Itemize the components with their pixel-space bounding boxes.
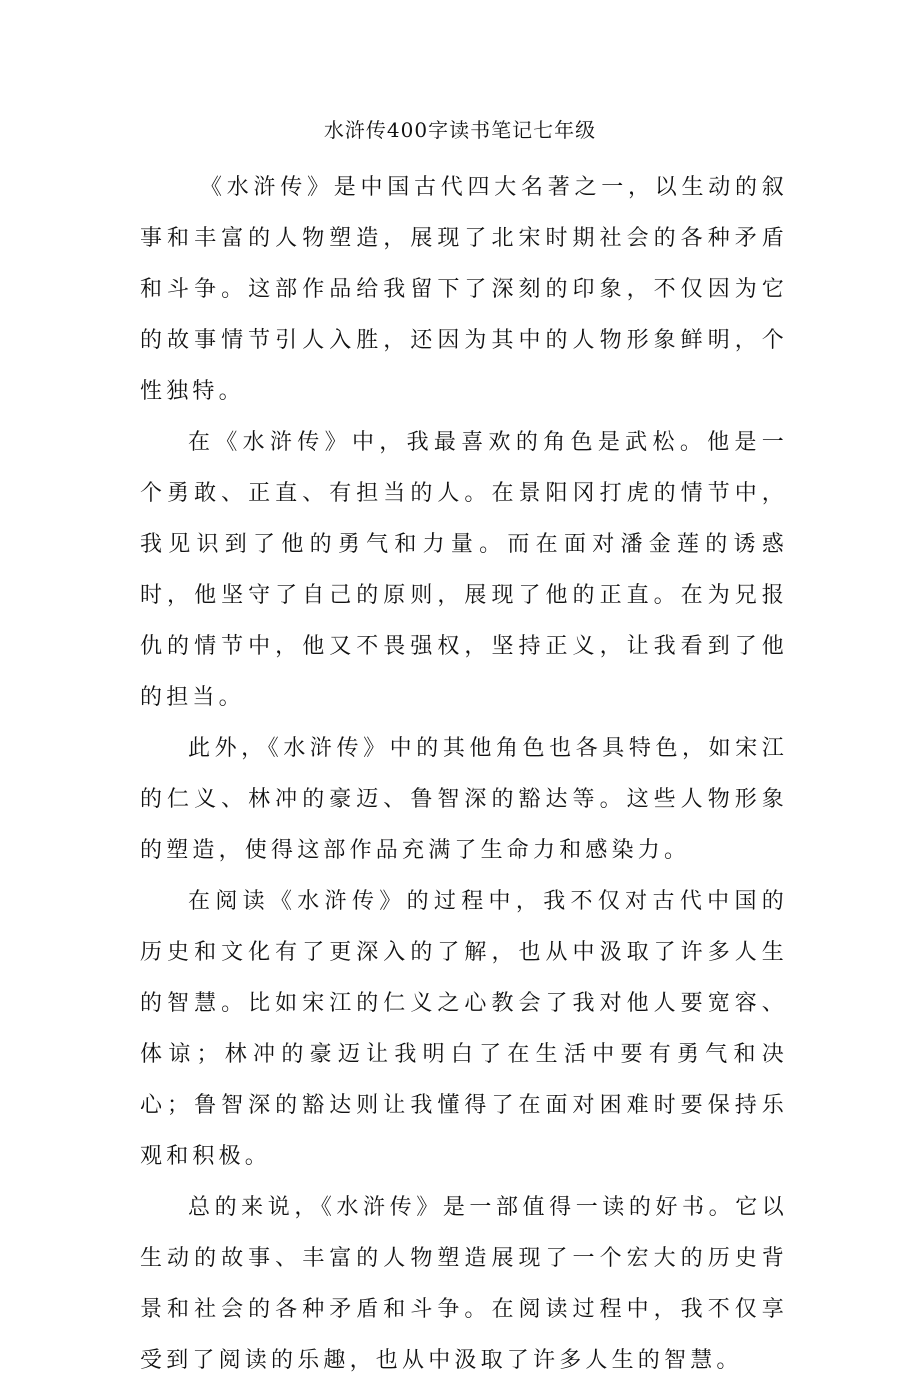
document-title: 水浒传400字读书笔记七年级	[323, 118, 597, 142]
paragraph-reading-insights: 在阅读《水浒传》的过程中，我不仅对古代中国的历史和文化有了更深入的了解，也从中汲取了许多人生的智慧。比如宋江的仁义之心教会了我对他人要宽容、体谅；林冲的豪迈让我明白了在生活中要有勇气和决心；鲁智深的豁达则让我懂得了在面对困难时要保持乐观和积极。	[140, 889, 788, 1169]
paragraph-conclusion: 总的来说，《水浒传》是一部值得一读的好书。它以生动的故事、丰富的人物塑造展现了一个宏大的历史背景和社会的各种矛盾和斗争。在阅读过程中，我不仅享受到了阅读的乐趣，也从中汲取了许多人生的智慧。	[140, 1195, 788, 1373]
document-body	[140, 162, 788, 1386]
paragraph-wusong: 在《水浒传》中，我最喜欢的角色是武松。他是一个勇敢、正直、有担当的人。在景阳冈打虎的情节中，我见识到了他的勇气和力量。而在面对潘金莲的诱惑时，他坚守了自己的原则，展现了他的正直。在为兄报仇的情节中，他又不畏强权，坚持正义，让我看到了他的担当。	[140, 430, 788, 710]
paragraph-other-characters: 此外，《水浒传》中的其他角色也各具特色，如宋江的仁义、林冲的豪迈、鲁智深的豁达等。这些人物形象的塑造，使得这部作品充满了生命力和感染力。	[140, 736, 788, 863]
paragraph-intro: 《水浒传》是中国古代四大名著之一，以生动的叙事和丰富的人物塑造，展现了北宋时期社会的各种矛盾和斗争。这部作品给我留下了深刻的印象，不仅因为它的故事情节引人入胜，还因为其中的人物形象鲜明，个性独特。	[140, 175, 788, 404]
